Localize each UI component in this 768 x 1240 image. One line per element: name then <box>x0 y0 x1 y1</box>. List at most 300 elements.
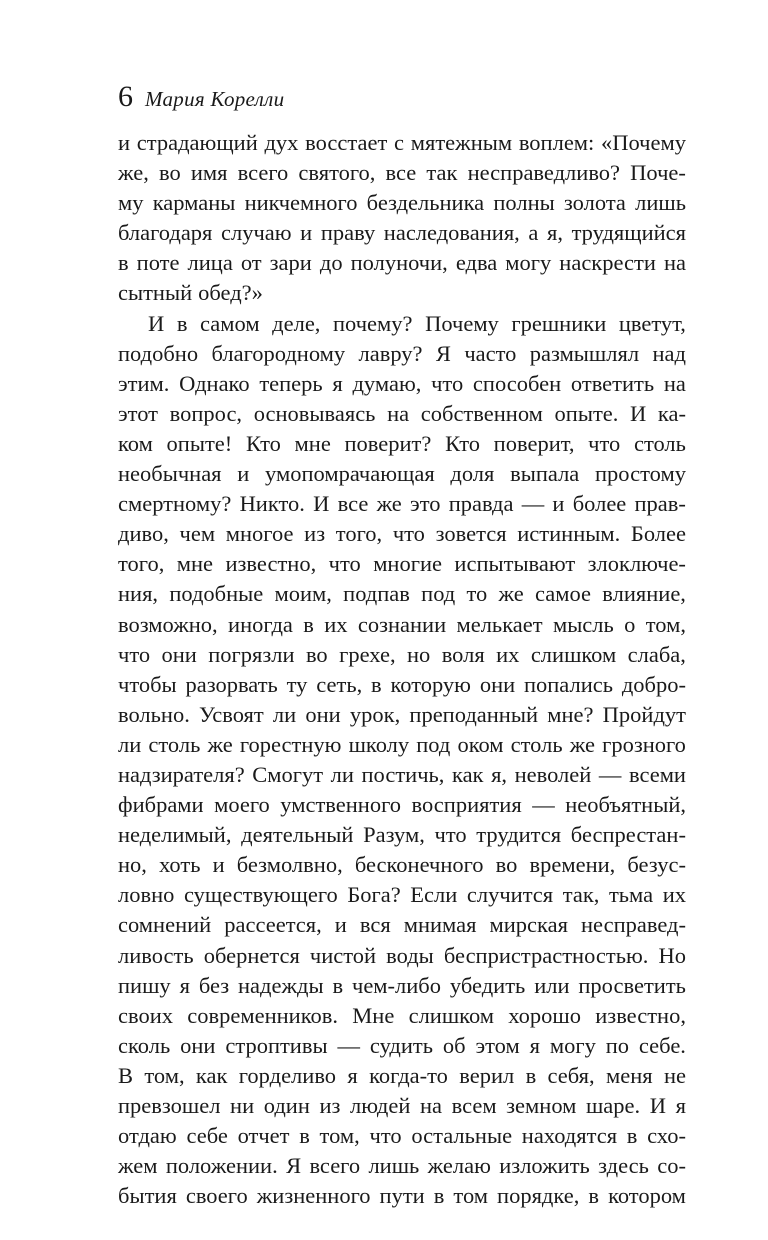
text-line <box>118 971 686 1001</box>
word: же, <box>118 160 149 186</box>
word: ловно <box>118 882 175 908</box>
word: мелькает <box>456 611 543 637</box>
text-line <box>118 369 686 399</box>
word: полны <box>493 190 555 216</box>
word: но, <box>118 852 147 878</box>
word: как <box>451 761 484 787</box>
body-text <box>118 128 686 1211</box>
word: — <box>598 761 622 787</box>
word: в <box>433 1183 445 1209</box>
word: дух <box>264 130 299 155</box>
word: как <box>195 1062 228 1088</box>
word: здесь <box>598 1153 649 1179</box>
word: опыте. <box>554 400 619 426</box>
word: под <box>421 581 456 607</box>
word: праву <box>320 220 376 246</box>
word: своих <box>118 1002 173 1028</box>
word: обед?» <box>198 280 263 306</box>
word: сытный <box>118 280 193 306</box>
word: изложить <box>499 1153 590 1179</box>
word: ту <box>286 671 308 697</box>
word: они <box>161 641 197 667</box>
word: в <box>118 250 129 276</box>
word: жем <box>118 1153 158 1179</box>
word: того, <box>118 551 165 577</box>
word: в <box>303 611 314 637</box>
word: случаю <box>221 220 292 246</box>
word: слишком <box>530 641 617 667</box>
word: трудящийся <box>571 220 686 246</box>
word: я, <box>491 761 508 787</box>
text-line <box>118 610 686 640</box>
text-line <box>118 790 686 820</box>
word: грехе, <box>339 641 396 667</box>
word: в <box>299 1123 310 1149</box>
word: слаба, <box>627 641 686 667</box>
word: в <box>588 1183 600 1209</box>
word: в <box>176 310 188 336</box>
word: шаре. <box>585 1093 641 1118</box>
word: хорошо <box>508 1002 581 1028</box>
word: наскрести <box>559 250 656 276</box>
word: известно, <box>225 551 317 577</box>
word: ли <box>272 701 297 727</box>
word: их <box>496 641 520 667</box>
word: подпав <box>343 581 410 607</box>
word: преподанный <box>409 701 539 727</box>
word: я <box>529 1032 540 1058</box>
word: имя <box>190 160 228 186</box>
word: сознании <box>357 611 447 637</box>
word: Усвоят <box>199 701 264 727</box>
word: Поче- <box>630 160 686 186</box>
word: всего <box>309 1153 361 1179</box>
word: порядке, <box>497 1183 580 1209</box>
word: хоть <box>159 852 201 878</box>
text-line <box>118 700 686 730</box>
word: их <box>662 882 686 908</box>
word: воды <box>386 942 434 968</box>
word: смертному? <box>118 491 232 517</box>
text-line <box>118 309 686 339</box>
word: всего <box>237 160 289 186</box>
text-line <box>118 880 686 910</box>
word: деле, <box>272 310 321 336</box>
word: никчемного <box>244 190 358 216</box>
word: столь <box>148 731 201 757</box>
word: ли <box>118 731 142 757</box>
word: умопомрачающая <box>265 461 435 487</box>
word: самом <box>200 310 260 336</box>
word: мне? <box>547 701 594 727</box>
word: зари <box>269 250 312 276</box>
word: И <box>313 491 330 517</box>
word: Более <box>630 521 686 547</box>
word: и <box>334 912 347 938</box>
word: тьма <box>608 882 654 908</box>
word: чистой <box>309 942 377 968</box>
word: многое <box>225 521 294 547</box>
word: том, <box>319 1123 360 1149</box>
word: мирская <box>489 912 568 938</box>
word: восстает <box>305 130 388 155</box>
word: теперь <box>259 370 323 396</box>
word: что <box>588 430 621 456</box>
text-line <box>118 459 686 489</box>
word: более <box>572 491 627 517</box>
word: чем <box>179 521 216 547</box>
word: рассеется, <box>224 912 322 938</box>
word: обернется <box>203 942 300 968</box>
word: же <box>207 731 233 757</box>
word: мне <box>294 430 331 456</box>
word: — <box>532 792 555 818</box>
word: всеми <box>628 761 686 787</box>
word: от <box>240 250 262 276</box>
word: и <box>118 130 131 155</box>
word: школу <box>348 731 410 757</box>
word: Мне <box>352 1002 395 1028</box>
word: погрязли <box>208 641 295 667</box>
word: фибрами <box>118 792 204 818</box>
word: поте <box>136 250 180 276</box>
word: что <box>392 521 425 547</box>
word: просветить <box>578 972 686 998</box>
word: думаю, <box>352 370 422 396</box>
word: в <box>626 1123 638 1149</box>
text-line <box>118 579 686 609</box>
word: в <box>371 671 382 697</box>
word: так <box>426 160 458 186</box>
word: необычная <box>118 461 222 487</box>
word: на <box>663 370 686 396</box>
word: основываясь <box>253 400 376 426</box>
word: верил <box>459 1062 515 1088</box>
word: из <box>304 521 326 547</box>
text-line <box>118 188 686 218</box>
word: на <box>387 400 410 426</box>
word: вся <box>359 912 391 938</box>
word: отдаю <box>118 1123 177 1149</box>
word: подобно <box>118 340 199 366</box>
text-line <box>118 730 686 760</box>
word: современников. <box>187 1002 338 1028</box>
word: но <box>406 641 431 667</box>
word: моего <box>214 792 270 818</box>
word: которую <box>390 671 471 697</box>
word: мятежным <box>410 130 513 155</box>
word: со- <box>657 1153 686 1179</box>
word: сколь <box>118 1032 171 1058</box>
word: бездельника <box>366 190 485 216</box>
word: влияние, <box>602 581 686 607</box>
word: ка- <box>657 400 686 426</box>
word: слишком <box>408 1002 495 1028</box>
word: во <box>495 852 518 878</box>
word: я, <box>546 220 563 246</box>
word: и <box>237 461 250 487</box>
word: желаю <box>427 1153 491 1179</box>
word: когда-то <box>369 1062 448 1088</box>
word: поверит? <box>344 430 432 456</box>
word: святого, <box>298 160 376 186</box>
word: восприятия <box>411 792 522 818</box>
word: благородному <box>211 340 346 366</box>
word: а <box>528 220 539 246</box>
word: му <box>118 190 144 216</box>
text-line <box>118 1061 686 1091</box>
word: Бога? <box>347 882 401 908</box>
word: себе. <box>638 1032 686 1058</box>
word: лица <box>187 250 233 276</box>
word: и <box>212 852 225 878</box>
word: себе <box>186 1123 228 1149</box>
word: правда <box>448 491 514 517</box>
word: ни <box>230 1093 255 1118</box>
word: могу <box>505 250 552 276</box>
word: все <box>385 160 417 186</box>
word: поверит, <box>493 430 575 456</box>
word: том <box>453 1183 489 1209</box>
word: — <box>337 1032 360 1058</box>
word: столь <box>633 430 686 456</box>
word: же <box>569 731 595 757</box>
word: урок, <box>349 701 401 727</box>
word: прав- <box>634 491 686 517</box>
word: благодаря <box>118 220 213 246</box>
word: мне <box>176 551 214 577</box>
word: ния, <box>118 581 159 607</box>
word: В <box>118 1062 134 1088</box>
text-line <box>118 670 686 700</box>
word: своего <box>185 1183 248 1209</box>
page-number: 6 <box>118 80 133 113</box>
word: оком <box>457 731 504 757</box>
word: известно, <box>595 1002 686 1028</box>
word: ком <box>118 430 153 456</box>
word: того, <box>335 521 383 547</box>
word: без <box>198 972 230 998</box>
word: наследования, <box>383 220 520 246</box>
text-line <box>118 760 686 790</box>
word: «Почему <box>601 130 686 155</box>
word: из <box>319 1093 341 1118</box>
word: я <box>332 370 343 396</box>
text-line <box>118 248 686 278</box>
word: злоключе- <box>587 551 686 577</box>
word: иногда <box>228 611 293 637</box>
word: Почему <box>425 310 499 336</box>
word: — <box>521 491 545 517</box>
word: во <box>159 160 181 186</box>
word: чтобы <box>118 671 177 697</box>
word: доля <box>450 461 495 487</box>
word: Разум, <box>363 822 425 848</box>
word: могу <box>549 1032 596 1058</box>
text-line <box>118 158 686 188</box>
word: сомнений <box>118 912 212 938</box>
word: лавру? <box>358 340 423 366</box>
word: И <box>148 310 165 336</box>
word: безус- <box>627 852 686 878</box>
word: Я <box>286 1153 302 1179</box>
page-header <box>118 82 284 112</box>
word: лишь <box>368 1153 420 1179</box>
word: себя, <box>547 1062 595 1088</box>
word: положении. <box>165 1153 278 1179</box>
word: зовется <box>435 521 507 547</box>
word: диво, <box>118 521 169 547</box>
word: что <box>431 370 464 396</box>
word: беспрестан- <box>570 822 686 848</box>
word: людей <box>350 1093 411 1118</box>
word: до <box>319 250 343 276</box>
word: лишь <box>635 190 686 216</box>
word: котором <box>608 1183 686 1209</box>
word: превзошел <box>118 1093 221 1118</box>
word: столь <box>510 731 563 757</box>
word: Пройдут <box>602 701 686 727</box>
word: этот <box>118 400 158 426</box>
word: Я <box>435 340 451 366</box>
word: они <box>305 701 341 727</box>
text-line <box>118 339 686 369</box>
text-line <box>118 278 686 308</box>
word: об <box>442 1032 466 1058</box>
word: во <box>305 641 328 667</box>
word: испытывают <box>454 551 576 577</box>
word: постичь, <box>361 761 445 787</box>
word: вопрос, <box>169 400 243 426</box>
word: они <box>479 671 516 697</box>
text-line <box>118 128 686 158</box>
word: необъятный, <box>565 792 686 818</box>
word: то <box>466 581 488 607</box>
word: не <box>663 1062 686 1088</box>
word: на <box>419 1093 442 1118</box>
word: Если <box>410 882 458 908</box>
word: схо- <box>647 1123 686 1149</box>
word: грешники <box>511 310 607 336</box>
word: горделиво <box>238 1062 337 1088</box>
word: что <box>328 551 361 577</box>
word: часто <box>464 340 517 366</box>
word: бесконечного <box>354 852 484 878</box>
word: времени, <box>529 852 616 878</box>
word: цветут, <box>618 310 686 336</box>
word: существующего <box>183 882 338 908</box>
word: неделимый, <box>118 822 232 848</box>
word: ливость <box>118 942 194 968</box>
word: воля <box>441 641 485 667</box>
word: я <box>347 1062 358 1088</box>
word: же <box>498 581 524 607</box>
word: так, <box>562 882 600 908</box>
word: Кто <box>445 430 480 456</box>
word: что <box>118 641 151 667</box>
word: все <box>337 491 369 517</box>
word: же <box>376 491 402 517</box>
word: земном <box>506 1093 577 1118</box>
word: безмолвно, <box>236 852 343 878</box>
word: надежды <box>238 972 324 998</box>
word: подобные <box>169 581 264 607</box>
word: по <box>605 1032 630 1058</box>
word: воплем: <box>518 130 595 155</box>
word: том, <box>144 1062 185 1088</box>
word: они <box>180 1032 216 1058</box>
text-line <box>118 1031 686 1061</box>
word: горестную <box>239 731 342 757</box>
word: том, <box>645 611 686 637</box>
word: с <box>394 130 405 155</box>
text-line <box>118 820 686 850</box>
word: их <box>324 611 348 637</box>
word: выпала <box>510 461 580 487</box>
word: истинным. <box>517 521 621 547</box>
word: сеть, <box>316 671 363 697</box>
word: умственного <box>280 792 402 818</box>
word: я <box>179 972 190 998</box>
word: Но <box>658 942 686 968</box>
word: один <box>263 1093 310 1118</box>
text-line <box>118 489 686 519</box>
word: опыте! <box>166 430 233 456</box>
word: золота <box>563 190 626 216</box>
word: мнимая <box>403 912 477 938</box>
word: в <box>525 1062 537 1088</box>
word: пути <box>379 1183 425 1209</box>
word: надзирателя? <box>118 761 245 787</box>
word: и <box>300 220 313 246</box>
word: Никто. <box>239 491 305 517</box>
text-line <box>118 429 686 459</box>
word: это <box>410 491 441 517</box>
word: трудится <box>476 822 562 848</box>
word: всем <box>451 1093 497 1118</box>
word: ли <box>330 761 354 787</box>
word: Кто <box>245 430 281 456</box>
word: что <box>434 822 467 848</box>
word: самое <box>535 581 592 607</box>
word: попались <box>523 671 614 697</box>
word: несправед- <box>581 912 686 938</box>
word: полуночи, <box>350 250 448 276</box>
word: грозного <box>602 731 686 757</box>
word: или <box>534 972 570 998</box>
word: беспристрастностью. <box>443 942 649 968</box>
word: моим, <box>274 581 332 607</box>
word: этим. <box>118 370 170 396</box>
word: Смогут <box>252 761 324 787</box>
word: остальные <box>411 1123 513 1149</box>
word: неволей <box>514 761 592 787</box>
word: случится <box>466 882 554 908</box>
text-line <box>118 218 686 248</box>
word: меня <box>605 1062 653 1088</box>
word: многие <box>373 551 442 577</box>
word: бытия <box>118 1183 177 1209</box>
word: строптивы <box>225 1032 328 1058</box>
word: вольно. <box>118 701 190 727</box>
word: собственном <box>420 400 543 426</box>
word: жизненного <box>256 1183 371 1209</box>
word: отчет <box>237 1123 290 1149</box>
word: деятельный <box>241 822 354 848</box>
text-line <box>118 1091 686 1121</box>
word: на <box>663 250 686 276</box>
word: несправедливо? <box>467 160 621 186</box>
